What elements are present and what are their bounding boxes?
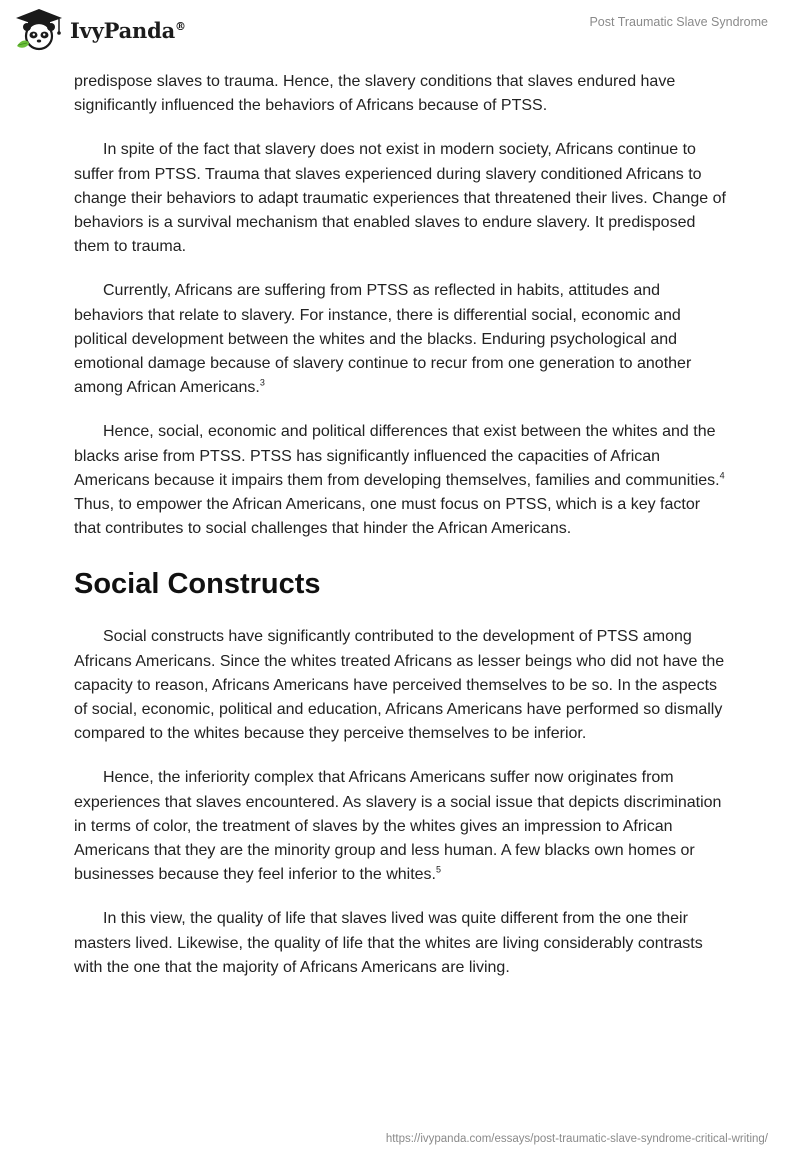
paragraph-text: Currently, Africans are suffering from PTSS as reflected in habits, attitudes and behaviors that relate to slavery. For instance, there is differential social, economic and political development between the whites and the blacks. Enduring psychological and emotional damage because of slavery continue to recur from one generation to another among African Americans. (74, 282, 692, 397)
essay-body (74, 70, 729, 1000)
paragraph-text: Hence, social, economic and political differences that exist between the whites and the blacks arise from PTSS. PTSS has significantly influenced the capacities of African Americans because it impairs them from developing themselves, families and communities. (74, 423, 720, 489)
paragraph-text: predispose slaves to trauma. Hence, the slavery conditions that slaves endured have significantly influenced the behaviors of Africans because of PTSS. (74, 73, 676, 115)
paragraph (74, 420, 729, 541)
paragraph (74, 766, 729, 887)
paragraph (74, 138, 729, 259)
ivypanda-logo[interactable] (14, 8, 186, 52)
page-header (0, 0, 800, 60)
logo-text: IvyPanda® (70, 17, 186, 43)
document-title: Post Traumatic Slave Syndrome (589, 15, 768, 29)
paragraph (74, 70, 729, 118)
source-url[interactable]: https://ivypanda.com/essays/post-traumatic-slave-syndrome-critical-writing/ (385, 1133, 768, 1145)
paragraph-text: Social constructs have significantly contributed to the development of PTSS among Africans Americans. Since the whites treated Africans as lesser beings who did not have the capacity to reason, Africans Americans have perceived themselves to be so. In the aspects of social, economic, political and education, Africans Americans have performed so dismally compared to the whites because they perceive themselves to be inferior. (74, 628, 725, 743)
paragraph-text: In spite of the fact that slavery does not exist in modern society, Africans continue to suffer from PTSS. Trauma that slaves experienced during slavery conditioned Africans to change their behaviors to adapt traumatic experiences that threatened their lives. Change of behaviors is a survival mechanism that enabled slaves to endure slavery. It predisposed them to trauma. (74, 141, 726, 256)
paragraph (74, 907, 729, 980)
paragraph (74, 625, 729, 746)
footnote-ref[interactable]: 3 (259, 377, 265, 388)
paragraph-text: Thus, to empower the African Americans, one must focus on PTSS, which is a key factor that contributes to social challenges that hinder the African Americans. (74, 496, 701, 538)
paragraph-text: In this view, the quality of life that slaves lived was quite different from the one their masters lived. Likewise, the quality of life that the whites are living considerably contrasts with the one that the majority of Africans Americans are living. (74, 910, 703, 976)
section-heading: Social Constructs (74, 568, 321, 601)
panda-graduation-cap-icon (14, 8, 64, 52)
paragraph (74, 279, 729, 400)
footnote-ref[interactable]: 5 (435, 864, 441, 875)
footnote-ref[interactable]: 4 (719, 470, 725, 481)
paragraph-text: Hence, the inferiority complex that Africans Americans suffer now originates from experiences that slaves encountered. As slavery is a social issue that depicts discrimination in terms of color, the treatment of slaves by the whites gives an impression to African Americans that they are the minority group and less human. A few blacks own homes or businesses because they feel inferior to the whites. (74, 769, 722, 884)
